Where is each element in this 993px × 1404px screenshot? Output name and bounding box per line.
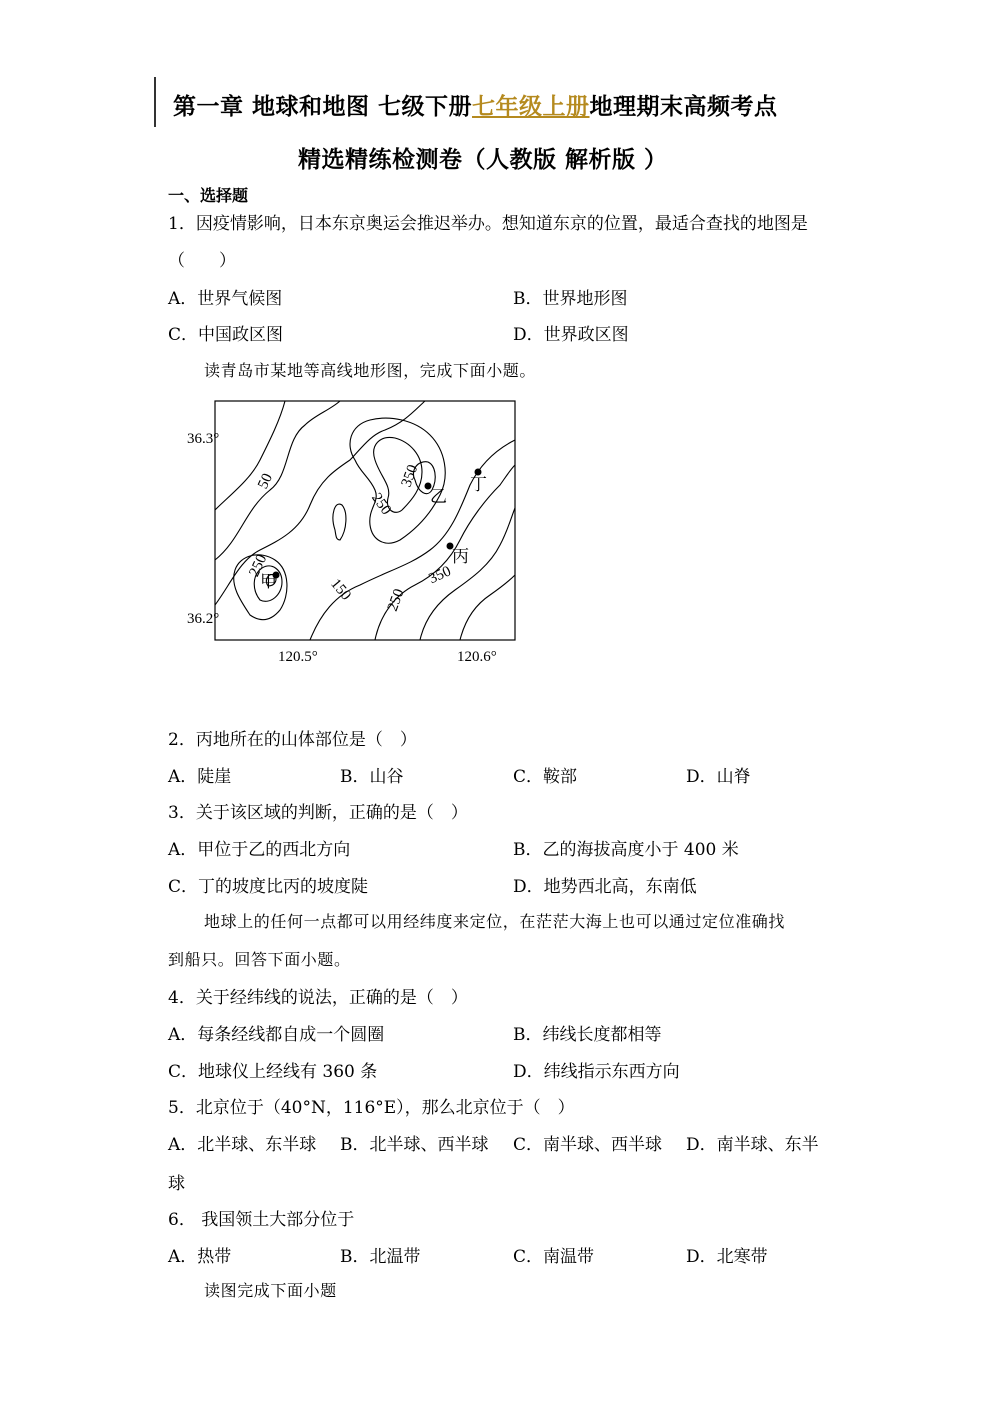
q6-option-b: B．北温带 bbox=[340, 1247, 421, 1267]
q1-option-d: D．世界政区图 bbox=[513, 325, 629, 345]
lon-label-right: 120.6° bbox=[457, 649, 497, 665]
q4-option-a: A．每条经线都自成一个圆圈 bbox=[168, 1025, 385, 1045]
contour-label: 250 bbox=[246, 552, 271, 580]
q1-stem-cont: （ ） bbox=[168, 251, 236, 271]
point-label-ding: 丁 bbox=[470, 475, 487, 494]
point-label-yi: 乙 bbox=[430, 487, 447, 506]
q6-option-d: D．北寒带 bbox=[686, 1247, 768, 1267]
q1-option-b: B．世界地形图 bbox=[513, 289, 628, 309]
q4-option-c: C．地球仪上经线有 360 条 bbox=[168, 1062, 378, 1082]
q3-option-b: B．乙的海拔高度小于 400 米 bbox=[513, 840, 739, 860]
left-margin-bar bbox=[154, 77, 156, 127]
q3-stem: 3．关于该区域的判断，正确的是（ ） bbox=[168, 803, 468, 823]
q3-option-c: C．丁的坡度比丙的坡度陡 bbox=[168, 877, 369, 897]
title-part1: 第一章 地球和地图 七级下册 bbox=[173, 94, 473, 120]
q6-stem: 6． 我国领土大部分位于 bbox=[168, 1210, 355, 1230]
q2-stem: 2．丙地所在的山体部位是（ ） bbox=[168, 730, 417, 750]
q5-stem: 5．北京位于（40°N，116°E），那么北京位于（ ） bbox=[168, 1098, 575, 1118]
contour-label: 350 bbox=[426, 563, 454, 588]
q2-option-c: C．鞍部 bbox=[513, 767, 578, 787]
lon-label-left: 120.5° bbox=[278, 649, 318, 665]
title-part2: 地理期末高频考点 bbox=[589, 94, 778, 120]
title-line-1 bbox=[173, 88, 778, 121]
q5-option-a: A．北半球、东半球 bbox=[168, 1135, 317, 1155]
intro-read-figure: 读图完成下面小题 bbox=[204, 1281, 337, 1300]
q2-option-b: B．山谷 bbox=[340, 767, 404, 787]
q6-option-a: A．热带 bbox=[168, 1247, 232, 1267]
title-line-2: 精选精练检测卷（人教版 解析版 ） bbox=[298, 147, 668, 173]
q5-option-c: C．南半球、西半球 bbox=[513, 1135, 663, 1155]
point-label-bing: 丙 bbox=[452, 547, 469, 566]
q5-option-d: D．南半球、东半 bbox=[686, 1135, 819, 1155]
point-label-jia: 甲 bbox=[260, 572, 277, 591]
lat-label-top: 36.3° bbox=[187, 431, 220, 447]
q4-option-d: D．纬线指示东西方向 bbox=[513, 1062, 680, 1082]
q1-option-c: C．中国政区图 bbox=[168, 325, 284, 345]
contour-label: 150 bbox=[327, 576, 354, 604]
q3-option-d: D．地势西北高，东南低 bbox=[513, 877, 697, 897]
q5-option-b: B．北半球、西半球 bbox=[340, 1135, 489, 1155]
contour-label: 350 bbox=[398, 462, 422, 490]
intro-lat-lon: 地球上的任何一点都可以用经纬度来定位，在茫茫大海上也可以通过定位准确找 bbox=[204, 912, 786, 931]
contour-lines bbox=[215, 401, 515, 640]
intro-lat-lon-cont: 到船只。回答下面小题。 bbox=[168, 950, 351, 969]
q2-option-a: A．陡崖 bbox=[168, 767, 232, 787]
q2-option-d: D．山脊 bbox=[686, 767, 751, 787]
q3-option-a: A．甲位于乙的西北方向 bbox=[168, 840, 351, 860]
q1-option-a: A．世界气候图 bbox=[168, 289, 283, 309]
q4-option-b: B．纬线长度都相等 bbox=[513, 1025, 662, 1045]
q5-option-d-wrap: 球 bbox=[168, 1174, 185, 1194]
contour-label: 250 bbox=[368, 490, 395, 518]
intro-contour-map: 读青岛市某地等高线地形图，完成下面小题。 bbox=[204, 361, 537, 380]
title-highlight-link[interactable]: 七年级上册 bbox=[472, 94, 590, 120]
contour-map bbox=[160, 390, 530, 670]
q1-stem: 1．因疫情影响，日本东京奥运会推迟举办。想知道东京的位置，最适合查找的地图是 bbox=[168, 214, 808, 234]
map-frame bbox=[215, 401, 515, 640]
q6-option-c: C．南温带 bbox=[513, 1247, 595, 1267]
q4-stem: 4．关于经纬线的说法，正确的是（ ） bbox=[168, 988, 468, 1008]
contour-label: 250 bbox=[384, 586, 408, 614]
contour-label: 50 bbox=[255, 471, 277, 492]
lat-label-bottom: 36.2° bbox=[187, 611, 220, 627]
section-heading: 一、选择题 bbox=[168, 186, 249, 205]
